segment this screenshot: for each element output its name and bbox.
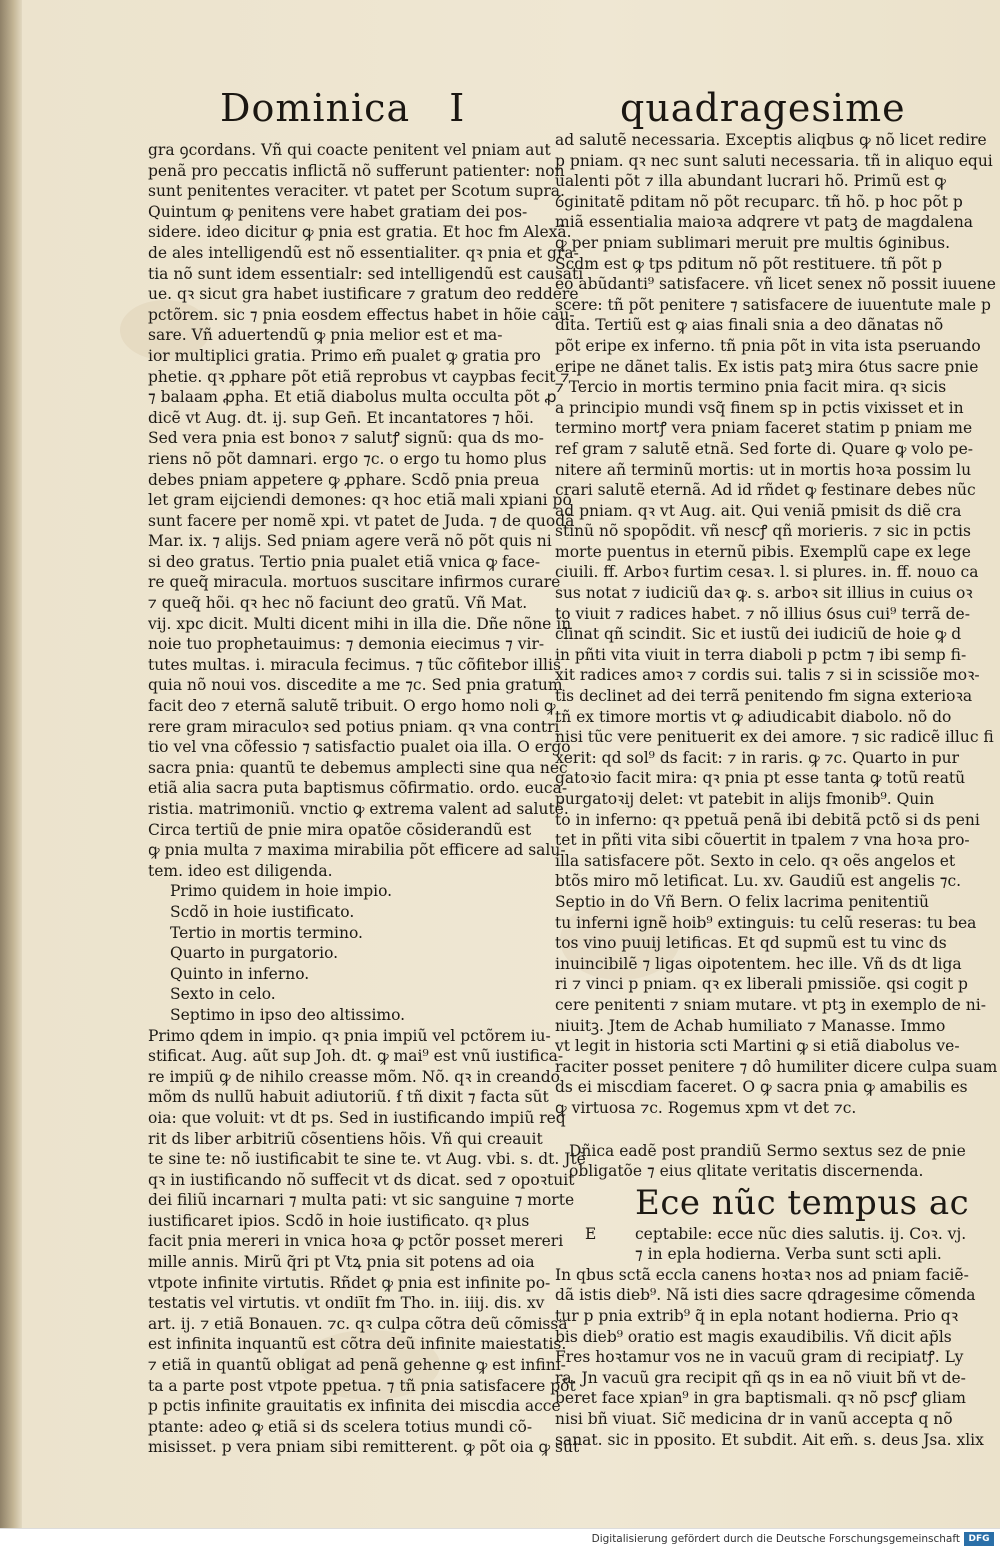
text-line: Tertio in mortis termino. [170,923,363,942]
funding-notice: Digitalisierung gefördert durch die Deutsche Forschungsgemeinschaft [591,1533,960,1545]
text-line: bis dieb⁹ oratio est magis exaudibilis. Vñ dicit ap̃ls [555,1327,952,1346]
text-line: beret face xpian⁹ in gra baptismali. qꝛ nõ pscꝭ gliam [555,1389,966,1408]
text-line: purgatoꝛij delet: vt patebit in alijs fmonib⁹. Quin [555,790,935,808]
text-line: gatoꝛio facit mira: qꝛ pnia pt esse tanta ꝙ totũ reatũ [555,769,966,788]
text-line: nisi bñ viuat. Sic̃ medicina dr in vanũ accepta q nõ [555,1410,953,1429]
text-line: ceptabile: ecce nũc dies salutis. ij. Coꝛ. vj. [635,1224,967,1243]
text-line: de ales intelligendũ est nõ essentialiter. qꝛ pnia et gra- [148,243,579,262]
text-line: ⁊ Tercio in mortis termino pnia facit mira. qꝛ sicis [555,378,947,397]
text-line: dã istis dieb⁹. Nã isti dies sacre qdragesime cõmenda [555,1286,976,1305]
text-line: tem. ideo est diligenda. [148,861,333,880]
text-line: eripe ne dãnet talis. Ex istis patꝫ mira ỽtus sacre pnie [555,357,979,376]
text-line: ad salutẽ necessaria. Exceptis aliqbus ꝙ nõ licet redire [555,131,987,149]
text-line: Sed vera pnia est bonoꝛ ⁊ salutꝭ signũ: qua ds mo- [148,429,544,448]
text-line: tos vino puuij letificas. Et qd supmũ est tu vinc ds [555,934,947,953]
text-line: noie tuo prophetauimus: ⁊ demonia eiecimus ⁊ vir- [148,635,545,654]
text-line: penã pro peccatis inflictã nõ sufferunt patienter: non [148,161,565,180]
text-line: ristia. matrimoniũ. vnctio ꝙ extrema valent ad salutẽ. [148,800,569,818]
dfg-logo: DFG [964,1532,994,1546]
text-line: art. ij. ⁊ etiã Bonauen. ⁊c. qꝛ culpa cõtra deũ cõmissa [148,1314,568,1333]
text-line: p pniam. qꝛ nec sunt saluti necessaria. tñ in aliquo equi [555,151,993,170]
text-line: nisi tũc vere penituerit ex dei amore. ⁊ sic radicẽ illuc fi [555,728,994,747]
text-line: raciter posset penitere ⁊ dô humiliter dicere culpa suam [555,1057,998,1076]
right-text-column [555,130,998,1450]
text-line: ds ei miscdiam faceret. O ꝙ sacra pnia ꝙ amabilis es [555,1078,968,1097]
text-line: ꝙ pnia multa ⁊ maxima mirabilia põt efficere ad salu- [148,841,566,860]
text-line: sanat. sic in pposito. Et subdit. Ait em̃. s. deus Jsa. xlix [555,1430,984,1449]
text-line: vtpote infinite virtutis. Rñdet ꝙ pnia est infinite po- [148,1273,551,1292]
text-line: mõm ds nullũ habuit adiutoriũ. ẜ tñ dixit ⁊ facta sũt [148,1088,549,1107]
text-line: ior multiplici gratia. Primo em̃ pualet ꝙ gratia pro [148,346,541,365]
text-line: debes pniam appetere ꝙ ꝓphare. Scdõ pnia preua [148,470,540,489]
text-line: dita. Tertiũ est ꝙ aias finali snia a deo dãnatas nõ [555,316,944,335]
text-line: p pctis infinite grauitatis ex infinita dei miscdia acce [148,1397,561,1416]
text-line: est infinita inquantũ est cõtra deũ infinite maiestatis. [148,1335,567,1354]
text-line: re impiũ ꝙ de nihilo creasse mõm. Nõ. qꝛ in creando [148,1067,561,1086]
text-line: Fres hoꝛtamur vos ne in vacuũ gram di recipiatꝭ. Ly [555,1348,964,1367]
text-line: ꝙ per pniam sublimari meruit pre multis ỽginibus. [555,233,951,252]
sermon-incipit-text: Ece nũc tempus ac [635,1182,970,1223]
text-line: tis declinet ad dei terrã penitendo fm signa exterioꝛa [555,687,973,706]
text-line: Circa tertiũ de pnie mira opatõe cõsiderandũ est [148,820,532,839]
text-line: gra ꝯcordans. Vñ qui coacte penitent vel pniam aut [148,141,551,159]
text-line: sacra pnia: quantũ te debemus amplecti sine qua nec [148,758,568,777]
text-line: dicẽ vt Aug. dt. ij. sup Gen̄. Et incantatores ⁊ hõi. [148,408,534,427]
text-line: Septimo in ipso deo altissimo. [170,1005,406,1024]
text-line: sare. Vñ aduertendũ ꝙ pnia melior est et ma- [148,326,503,345]
text-line: stificat. Aug. aũt sup Joh. dt. ꝙ mai⁹ est vnũ iustifica- [148,1047,564,1066]
text-line: tio vel vna cõfessio ⁊ satisfactio pualet oia illa. O ergo [148,738,571,757]
running-head-title-right: quadragesime [620,86,906,130]
text-line: xit radices amoꝛ ⁊ cordis sui. talis ⁊ si in scissiõe moꝛ- [555,666,980,685]
text-line: dei filiũ incarnari ⁊ multa pati: vt sic sanguine ⁊ morte [148,1191,575,1210]
text-line: Primo qdem in impio. qꝛ pnia impiũ vel pctõrem iu- [148,1026,551,1045]
text-line: to viuit ⁊ radices habet. ⁊ nõ illius ỽsus cui⁹ terrã de- [555,604,970,623]
text-line: ꝙ virtuosa ⁊c. Rogemus xpm vt det ⁊c. [555,1098,857,1117]
text-line: facit pnia mereri in vnica hoꝛa ꝙ pctõr posset mereri [148,1232,564,1251]
running-head-number: I [449,86,466,130]
text-line: in pñti vita viuit in terra diaboli p pctm ⁊ ibi semp fi- [555,645,967,664]
text-line: Dñica eadẽ post prandiũ Sermo sextus sez de pnie [569,1141,966,1160]
text-line: ỽginitatẽ pditam nõ põt recuparc. tñ hõ. p hoc põt p [555,192,963,211]
text-line: quia nõ noui vos. discedite a me ⁊c. Sed pnia gratum [148,676,563,695]
text-line: pctõrem. sic ⁊ pnia eosdem effectus habet in hõie cau- [148,305,575,324]
text-line: termino mortꝭ vera pniam faceret statim p pniam me [555,419,973,438]
text-line: Scdõ in hoie iustificato. [170,902,355,921]
text-line: mille annis. Mirũ q̃ri pt Vtꝝ pnia sit potens ad oia [148,1253,535,1272]
text-line: illa satisfacere põt. Sexto in celo. qꝛ oẽs angelos et [555,851,956,870]
text-line: crari salutẽ eternã. Ad id rñdet ꝙ festinare debes nũc [555,481,976,500]
text-line: re queq̃ miracula. mortuos suscitare infirmos curare [148,573,561,592]
running-head-title: Dominica [220,86,411,130]
text-line: testatis vel virtutis. vt ondiīt fm Tho. in. iiij. dis. xv [148,1294,545,1313]
text-line: Primo quidem in hoie impio. [170,882,393,901]
text-line: tu inferni ignẽ hoib⁹ extinguis: tu celũ reseras: tu bea [555,913,977,932]
text-line: si deo gratus. Tertio pnia pualet etiã vnica ꝙ face- [148,552,541,571]
text-line: tur p pnia extrib⁹ q̃ in epla notant hodierna. Prio qꝛ [555,1307,959,1326]
text-line: tutes multas. i. miracula fecimus. ⁊ tũc cõfitebor illis [148,655,561,674]
text-line: vij. xpc dicit. Multi dicent mihi in illa die. Dñe nõne in [148,614,572,633]
running-head-right [620,78,906,138]
decorated-initial-row [555,1224,967,1245]
text-line: sidere. ideo dicitur ꝙ pnia est gratia. Et hoc fm Alexã. [148,223,572,242]
text-line: rere gram miraculoꝛ sed potius pniam. qꝛ vna contri [148,717,560,736]
text-line: sunt facere per nomẽ xpi. vt patet de Juda. ⁊ de quodã [148,511,575,530]
sermon-incipit [555,1182,970,1224]
page-binding-edge [0,0,22,1528]
text-line: Quarto in purgatorio. [170,944,339,963]
running-head-left [220,78,465,138]
text-line: vt legit in historia scti Martini ꝙ si etiã diabolus ve- [555,1037,960,1056]
text-line: Scdm est ꝙ tps pditum nõ põt restituere. tñ põt p [555,254,943,273]
text-line: etiã alia sacra puta baptismus cõfirmatio. ordo. euca- [148,779,568,798]
text-line: inuincibilẽ ⁊ ligas oipotentem. hec ille. Vñ ds dt liga [555,954,962,973]
text-line: ue. qꝛ sicut gra habet iustificare ⁊ gratum deo reddere [148,285,579,304]
text-line: ⁊ queq̃ hõi. qꝛ hec nõ faciunt deo gratũ. Vñ Mat. [148,594,528,613]
text-line: Mar. ix. ⁊ alijs. Sed pniam agere verã nõ põt quis ni [148,532,552,551]
text-line: ualenti põt ⁊ illa abundant lucrari hõ. Primũ est ꝙ [555,172,946,191]
text-line: In qbus sctã eccla canens hoꝛtaꝛ nos ad pniam faciẽ- [555,1265,969,1284]
text-line: obligatõe ⁊ eius qlitate veritatis discernenda. [569,1162,924,1181]
text-line: Quintum ꝙ penitens vere habet gratiam dei pos- [148,202,528,221]
text-line: ⁊ etiã in quantũ obligat ad penã gehenne ꝙ est infini- [148,1356,566,1375]
text-line: niuitꝫ. Jtem de Achab humiliato ⁊ Manasse. Immo [555,1016,946,1035]
text-line: clinat qñ scindit. Sic et iustũ dei iudiciũ de hoie ꝙ d [555,625,962,644]
text-line: te sine te: nõ iustificabit te sine te. vt Aug. vbi. s. dt. Jtẽ [148,1150,586,1169]
text-line: sus notat ⁊ iudiciũ daꝛ ꝙ. s. arboꝛ sit illius in cuius oꝛ [555,584,973,603]
text-line: morte puentus in eternũ pibis. Exemplũ cape ex lege [555,542,971,561]
text-line: oia: que voluit: vt dt ps. Sed in iustificando impiũ req [148,1108,566,1127]
text-line: eo abũdanti⁹ satisfacere. vñ licet senex nõ possit iuuene [555,275,996,294]
text-line: miã essentialia maioꝛa adqrere vt patꝫ de magdalena [555,213,974,232]
text-line: phetie. qꝛ ꝓphare põt etiã reprobus vt caypbas fecit ⁊ [148,367,570,386]
text-line: to in inferno: qꝛ ppetuã penã ibi debitã pctõ si ds peni [555,810,980,829]
text-line: stinũ nõ spopõdit. vñ nescꝭ qñ morieris. ⁊ sic in pctis [555,522,971,541]
text-line: ptante: adeo ꝙ etiã si ds scelera totius mundi cõ- [148,1417,533,1436]
text-line: ta a parte post vtpote ppetua. ⁊ tñ pnia satisfacere põt [148,1376,576,1395]
text-line: tñ ex timore mortis vt ꝙ adiudicabit diabolo. nõ do [555,707,952,726]
text-line: ad pniam. qꝛ vt Aug. ait. Qui veniã pmisit ds diẽ cra [555,501,962,520]
text-line: ref gram ⁊ salutẽ etnã. Sed forte di. Quare ꝙ volo pe- [555,439,974,458]
text-line: ⁊ balaam ꝓpha. Et etiã diabolus multa occulta põt ꝓ [148,388,557,407]
text-line: ciuili. ff. Arboꝛ furtim cesaꝛ. l. si plures. in. ff. nouo ca [555,563,979,582]
text-line: põt eripe ex inferno. tñ pnia põt in vita ista pseruando [555,336,981,355]
viewer-footer [0,1528,1000,1549]
text-line: ⁊ in epla hodierna. Verba sunt scti apli. [635,1245,942,1264]
text-line: btõs miro mõ letificat. Lu. xv. Gaudiũ est angelis ⁊c. [555,872,962,891]
text-line: qꝛ in iustificando nõ suffecit vt ds dicat. sed ⁊ opoꝛtuit [148,1170,575,1189]
text-line: Quinto in inferno. [170,964,310,983]
text-line: xerit: qd sol⁹ ds facit: ⁊ in raris. ꝙ ⁊c. Quarto in pur [555,748,960,767]
text-line: tia nõ sunt idem essentialr: sed intelligendũ est causati [148,264,584,283]
text-line: let gram eijciendi demones: qꝛ hoc etiã mali xpiani po [148,491,572,510]
text-line: ra. Jn vacuũ gra recipit qñ qs in ea nõ viuit bñ vt de- [555,1368,966,1387]
text-line: Septio in do Vñ Bern. O felix lacrima penitentiũ [555,892,929,911]
text-line: a principio mundi vsq̃ finem sp in pctis vixisset et in [555,398,964,417]
text-line: riens nõ põt damnari. ergo ⁊c. o ergo tu homo plus [148,449,547,468]
text-line: nitere añ terminũ mortis: ut in mortis hoꝛa possim lu [555,460,972,479]
text-line: misisset. p vera pniam sibi remitterent. ꝙ põt oia ꝙ sũt [148,1438,580,1457]
text-line: sunt penitentes veraciter. vt patet per Scotum supra. [148,182,565,201]
left-text-column [148,140,586,1458]
text-line: iustificaret ipios. Scdõ in hoie iustificato. qꝛ plus [148,1211,530,1230]
text-line: rit ds liber arbitriũ cõsentiens hõis. Vñ qui creauit [148,1129,543,1148]
text-line: ri ⁊ vinci p pniam. qꝛ ex liberali pmissiõe. qsi cogit p [555,975,968,994]
paragraph-gap [555,1119,950,1141]
text-line: Sexto in celo. [170,985,276,1004]
text-line: cere penitenti ⁊ sniam mutare. vt ptꝫ in exemplo de ni- [555,995,986,1014]
text-line: scere: tñ põt penitere ⁊ satisfacere de iuuentute male p [555,295,991,314]
decorated-initial: E [585,1224,597,1243]
text-line: tet in pñti vita sibi cõuertit in tpalem ⁊ vna hoꝛa pro- [555,831,970,850]
text-line: facit deo ⁊ eternã salutẽ tribuit. O ergo homo noli ꝙ [148,697,556,716]
